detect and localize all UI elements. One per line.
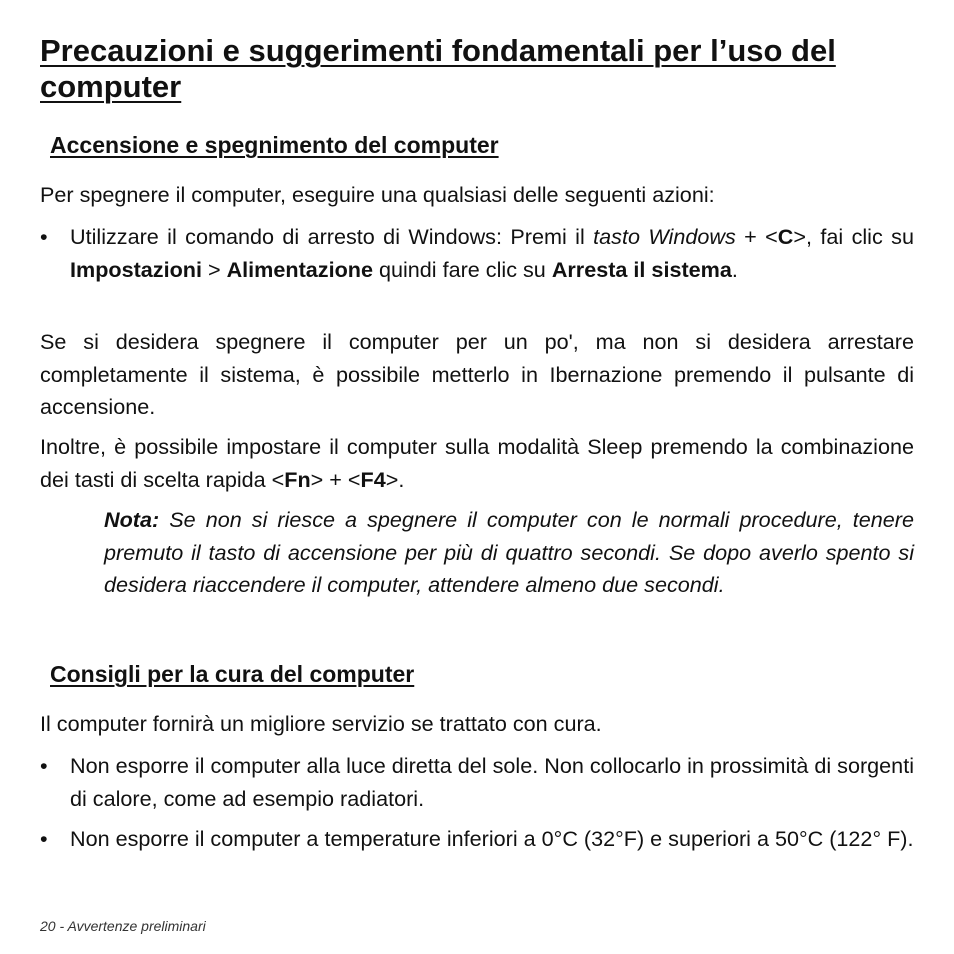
note-paragraph: Nota: Se non si riesce a spegnere il computer con le normali procedure, tenere premuto il tasto di accensione per più di quattro secondi. Se dopo averlo spento si desidera riaccendere il computer, attendere almeno due secondi. bbox=[104, 507, 914, 597]
bullet-marker: • bbox=[40, 826, 48, 851]
page-footer: 20 - Avvertenze preliminari bbox=[40, 918, 206, 934]
list-item bbox=[40, 823, 914, 856]
bullet-text: Non esporre il computer alla luce diretta del sole. Non collocarlo in prossimità di sorgenti di calore, come ad esempio radiatori. bbox=[70, 753, 914, 811]
section-heading-care: Consigli per la cura del computer bbox=[50, 661, 415, 687]
bullet-marker: • bbox=[40, 224, 48, 249]
list-item bbox=[40, 750, 914, 815]
section-heading-power: Accensione e spegnimento del computer bbox=[50, 132, 499, 158]
page-title: Precauzioni e suggerimenti fondamentali per l’uso del computer bbox=[40, 33, 836, 104]
note-label: Nota: bbox=[104, 507, 160, 532]
bullet-text: Utilizzare il comando di arresto di Windows: Premi il tasto Windows + <C>, fai clic su Impostazioni > Alimentazione quindi fare clic su Arresta il sistema. bbox=[70, 224, 914, 282]
list-item bbox=[40, 221, 914, 286]
power-intro: Per spegnere il computer, eseguire una qualsiasi delle seguenti azioni: bbox=[40, 182, 715, 207]
hibernate-paragraph: Se si desidera spegnere il computer per un po', ma non si desidera arrestare completamente il sistema, è possibile metterlo in Ibernazione premendo il pulsante di accensione. bbox=[40, 329, 914, 419]
bullet-marker: • bbox=[40, 753, 48, 778]
care-intro: Il computer fornirà un migliore servizio se trattato con cura. bbox=[40, 711, 602, 736]
sleep-paragraph: Inoltre, è possibile impostare il computer sulla modalità Sleep premendo la combinazione dei tasti di scelta rapida <Fn> + <F4>. bbox=[40, 434, 914, 492]
bullet-text: Non esporre il computer a temperature inferiori a 0°C (32°F) e superiori a 50°C (122° F). bbox=[70, 826, 914, 851]
